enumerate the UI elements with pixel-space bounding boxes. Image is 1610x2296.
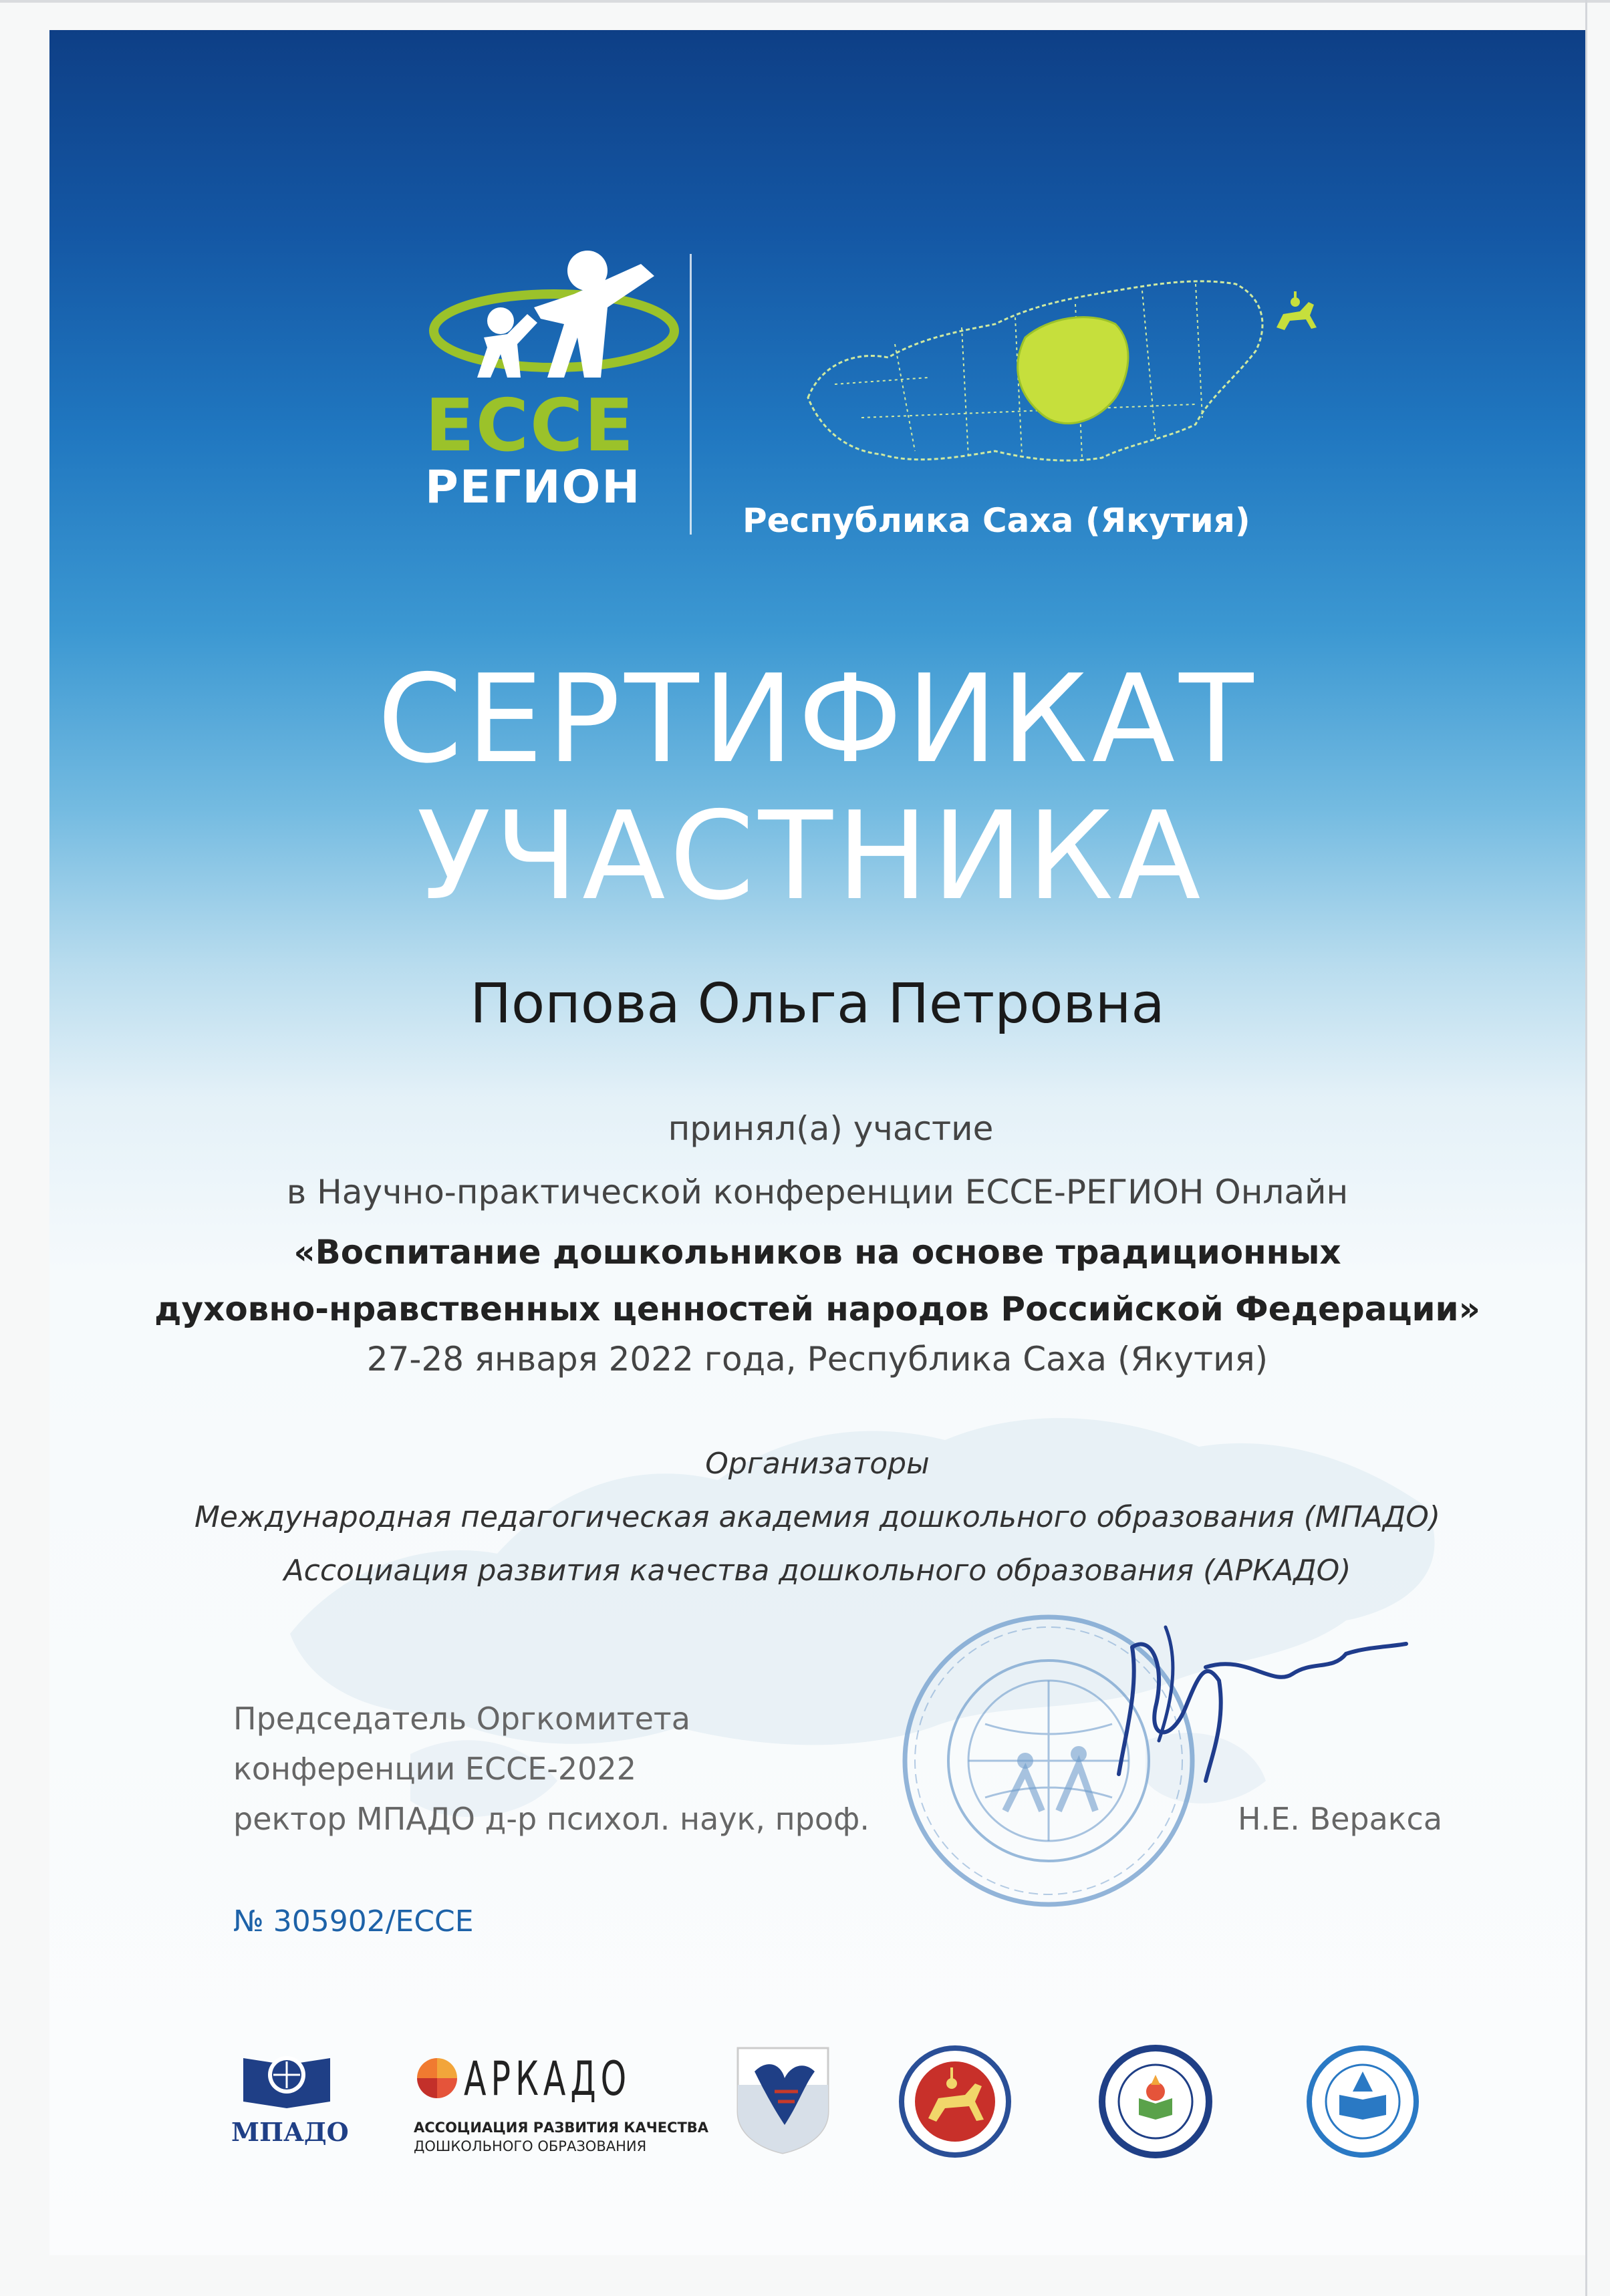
certificate-number: № 305902/ECCE bbox=[233, 1904, 474, 1939]
education-institute-emblem-icon bbox=[1099, 2045, 1212, 2158]
signatory-title-line2: конференции ECCE-2022 bbox=[233, 1751, 636, 1787]
participation-line: принял(а) участие bbox=[668, 1109, 994, 1148]
mpado-book-globe-icon bbox=[237, 2045, 337, 2112]
ecce-figures-icon bbox=[420, 244, 701, 384]
organizer-mpado: Международная педагогическая академия дошкольного образования (МПАДО) bbox=[194, 1500, 1441, 1534]
arkado-subtitle-line2: ДОШКОЛЬНОГО ОБРАЗОВАНИЯ bbox=[414, 2138, 647, 2154]
conference-line: в Научно-практической конференции ECCE-РЕГИОН Онлайн bbox=[286, 1173, 1349, 1211]
ministry-of-education-emblem-icon bbox=[1306, 2045, 1420, 2158]
horse-rider-emblem-icon bbox=[1270, 287, 1323, 341]
certificate-title-line2: УЧАСТНИКА bbox=[416, 785, 1205, 927]
certificate-title-line1: СЕРТИФИКАТ bbox=[377, 648, 1258, 790]
republic-label: Республика Саха (Якутия) bbox=[743, 501, 1250, 540]
signatory-name: Н.Е. Веракса bbox=[1238, 1801, 1443, 1837]
region-logo-text: РЕГИОН bbox=[425, 461, 642, 514]
handwritten-signature bbox=[1092, 1607, 1426, 1794]
yakutsk-coat-of-arms-icon bbox=[734, 2045, 831, 2155]
organizer-arkado: Ассоциация развития качества дошкольного образования (АРКАДО) bbox=[283, 1554, 1351, 1588]
organizers-heading: Организаторы bbox=[705, 1447, 930, 1481]
scan-right-edge bbox=[1585, 0, 1587, 2296]
logo-divider bbox=[690, 254, 692, 535]
signatory-title-line1: Председатель Оргкомитета bbox=[233, 1701, 690, 1737]
yakutia-republic-emblem-icon bbox=[898, 2045, 1012, 2158]
certificate-sheet bbox=[49, 30, 1585, 2255]
mpado-logo bbox=[230, 2045, 349, 2152]
mpado-logo-text: МПАДО bbox=[231, 2117, 349, 2147]
conference-topic-line2: духовно-нравственных ценностей народов Российской Федерации» bbox=[154, 1290, 1480, 1328]
ecce-logo-text: ECCE bbox=[425, 384, 636, 468]
scan-top-edge bbox=[0, 0, 1610, 3]
russia-map-icon bbox=[795, 264, 1276, 478]
conference-topic-line1: «Воспитание дошкольников на основе традиционных bbox=[293, 1233, 1341, 1272]
conference-date-line: 27-28 января 2022 года, Республика Саха (Якутия) bbox=[366, 1340, 1268, 1379]
arkado-logo-text: АРКАДО bbox=[464, 2051, 632, 2106]
signatory-title-line3: ректор МПАДО д-р психол. наук, проф. bbox=[233, 1801, 869, 1837]
arkado-subtitle-line1: АССОЦИАЦИЯ РАЗВИТИЯ КАЧЕСТВА bbox=[414, 2120, 709, 2136]
participant-name: Попова Ольга Петровна bbox=[470, 972, 1165, 1036]
arkado-logo bbox=[414, 2045, 708, 2158]
arkado-circle-icon bbox=[417, 2058, 457, 2098]
